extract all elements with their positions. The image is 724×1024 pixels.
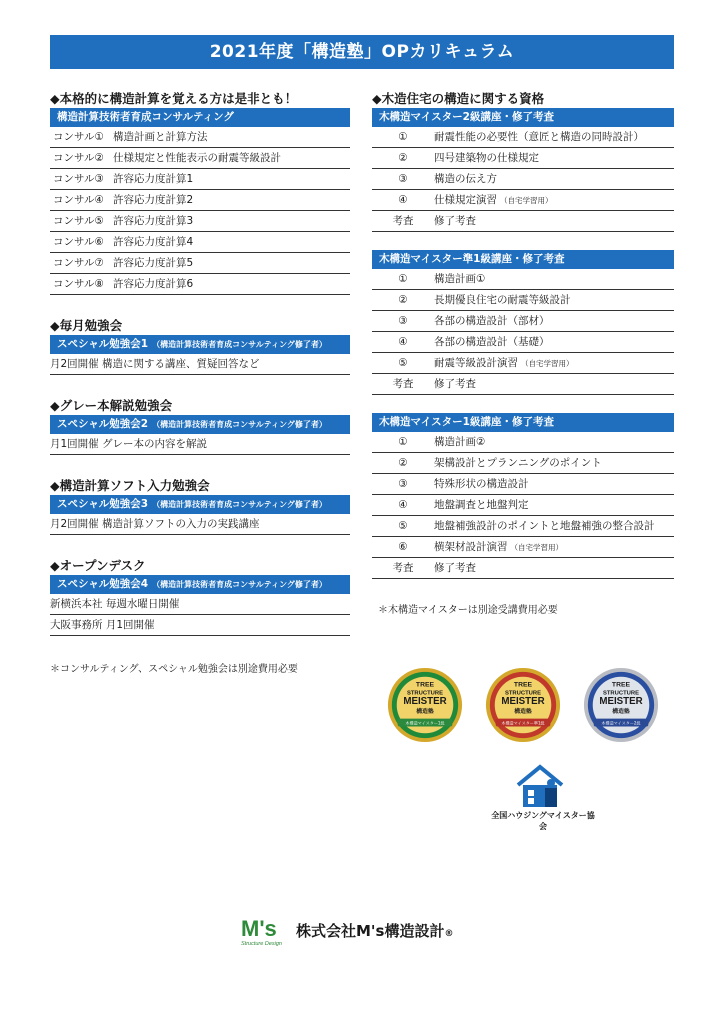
consult-bar: 構造計算技術者育成コンサルティング	[50, 108, 350, 127]
svg-text:TREE: TREE	[611, 681, 631, 689]
grey-row: 月1回開催 グレー本の内容を解説	[50, 434, 350, 455]
svg-text:構造塾: 構造塾	[416, 708, 434, 715]
monthly-heading: ◆毎月勉強会	[50, 318, 123, 333]
grade1semi-row: 考査 修了考査	[372, 374, 674, 395]
grade1-row: ⑤ 地盤補強設計のポイントと地盤補強の整合設計	[372, 516, 674, 537]
soft-row: 月2回開催 構造計算ソフトの入力の実践講座	[50, 514, 350, 535]
svg-text:Structure Design: Structure Design	[241, 941, 282, 947]
consult-row: コンサル⑤ 許容応力度計算3	[50, 211, 350, 232]
svg-text:MEISTER: MEISTER	[403, 696, 447, 708]
consult-row: コンサル⑥ 許容応力度計算4	[50, 232, 350, 253]
consult-row: コンサル① 構造計画と計算方法	[50, 127, 350, 148]
badge-grade1	[386, 666, 464, 744]
svg-text:STRUCTURE: STRUCTURE	[406, 690, 444, 697]
open-heading: ◆オープンデスク	[50, 558, 146, 573]
grade1-row: ⑥ 横架材設計演習 （自宅学習用）	[372, 537, 674, 558]
company-footer	[240, 912, 490, 948]
consult-list	[50, 127, 350, 295]
badge-grade2	[582, 666, 660, 744]
consult-heading: ◆本格的に構造計算を覚える方は是非とも！	[50, 91, 298, 106]
grade2-bar: 木構造マイスター2級講座・修了考査	[372, 108, 674, 127]
svg-text:STRUCTURE: STRUCTURE	[602, 690, 640, 697]
consult-row: コンサル④ 許容応力度計算2	[50, 190, 350, 211]
grade2-row: ① 耐震性能の必要性（意匠と構造の同時設計）	[372, 127, 674, 148]
org-name: 全国ハウジングマイスター協会	[491, 811, 595, 831]
svg-text:木構造マイスター2級: 木構造マイスター2級	[601, 720, 641, 726]
svg-text:STRUCTURE: STRUCTURE	[504, 690, 542, 697]
grade2-row: ③ 構造の伝え方	[372, 169, 674, 190]
open-row: 大阪事務所 月1回開催	[50, 615, 350, 636]
grade1semi-row: ② 長期優良住宅の耐震等級設計	[372, 290, 674, 311]
soft-bar: スペシャル勉強会3 （構造計算技術者育成コンサルティング修了者）	[50, 495, 350, 514]
grade1-row: ③ 特殊形状の構造設計	[372, 474, 674, 495]
consult-row: コンサル② 仕様規定と性能表示の耐震等級設計	[50, 148, 350, 169]
open-row: 新横浜本社 毎週水曜日開催	[50, 594, 350, 615]
svg-text:TREE: TREE	[415, 681, 435, 689]
left-column	[50, 90, 350, 675]
grade1-row: ① 構造計画②	[372, 432, 674, 453]
monthly-row: 月2回開催 構造に関する講座、質疑回答など	[50, 354, 350, 375]
svg-text:MEISTER: MEISTER	[599, 696, 643, 708]
grade2-row: 考査 修了考査	[372, 211, 674, 232]
soft-heading: ◆構造計算ソフト入力勉強会	[50, 478, 210, 493]
grade1semi-row: ① 構造計画①	[372, 269, 674, 290]
meister-badges	[386, 666, 666, 746]
grade1semi-row: ⑤ 耐震等級設計演習 （自宅学習用）	[372, 353, 674, 374]
svg-text:木構造マイスター準1級: 木構造マイスター準1級	[501, 720, 545, 726]
left-note: ＊コンサルティング、スペシャル勉強会は別途費用必要	[50, 664, 298, 675]
page-title: 2021年度「構造塾」OPカリキュラム	[50, 35, 674, 69]
monthly-bar: スペシャル勉強会1 （構造計算技術者育成コンサルティング修了者）	[50, 335, 350, 354]
svg-text:TREE: TREE	[513, 681, 533, 689]
company-name: 株式会社M's構造設計®	[296, 922, 454, 940]
grade1semi-bar: 木構造マイスター準1級講座・修了考査	[372, 250, 674, 269]
right-column	[372, 90, 674, 616]
company-logo	[240, 912, 292, 948]
grade1-row: ② 架構設計とプランニングのポイント	[372, 453, 674, 474]
consult-row: コンサル⑧ 許容応力度計算6	[50, 274, 350, 295]
grade2-row: ② 四号建築物の仕様規定	[372, 148, 674, 169]
org-logo	[488, 763, 598, 831]
grade1-row: ④ 地盤調査と地盤判定	[372, 495, 674, 516]
grey-bar: スペシャル勉強会2 （構造計算技術者育成コンサルティング修了者）	[50, 415, 350, 434]
svg-text:M's: M's	[241, 916, 277, 941]
qual-heading: ◆木造住宅の構造に関する資格	[372, 91, 545, 106]
grade1-row: 考査 修了考査	[372, 558, 674, 579]
consult-row: コンサル⑦ 許容応力度計算5	[50, 253, 350, 274]
svg-text:構造塾: 構造塾	[514, 708, 532, 715]
right-note: ＊木構造マイスターは別途受講費用必要	[378, 605, 558, 616]
svg-text:構造塾: 構造塾	[612, 708, 630, 715]
grade2-row: ④ 仕様規定演習 （自宅学習用）	[372, 190, 674, 211]
grade1-bar: 木構造マイスター1級講座・修了考査	[372, 413, 674, 432]
grade1semi-row: ③ 各部の構造設計（部材）	[372, 311, 674, 332]
open-bar: スペシャル勉強会4 （構造計算技術者育成コンサルティング修了者）	[50, 575, 350, 594]
consult-row: コンサル③ 許容応力度計算1	[50, 169, 350, 190]
svg-text:MEISTER: MEISTER	[501, 696, 545, 708]
badge-grade1-semi	[484, 666, 562, 744]
grade1semi-row: ④ 各部の構造設計（基礎）	[372, 332, 674, 353]
house-icon	[488, 763, 598, 809]
grey-heading: ◆グレー本解説勉強会	[50, 398, 173, 413]
svg-text:木構造マイスター1級: 木構造マイスター1級	[405, 720, 445, 726]
